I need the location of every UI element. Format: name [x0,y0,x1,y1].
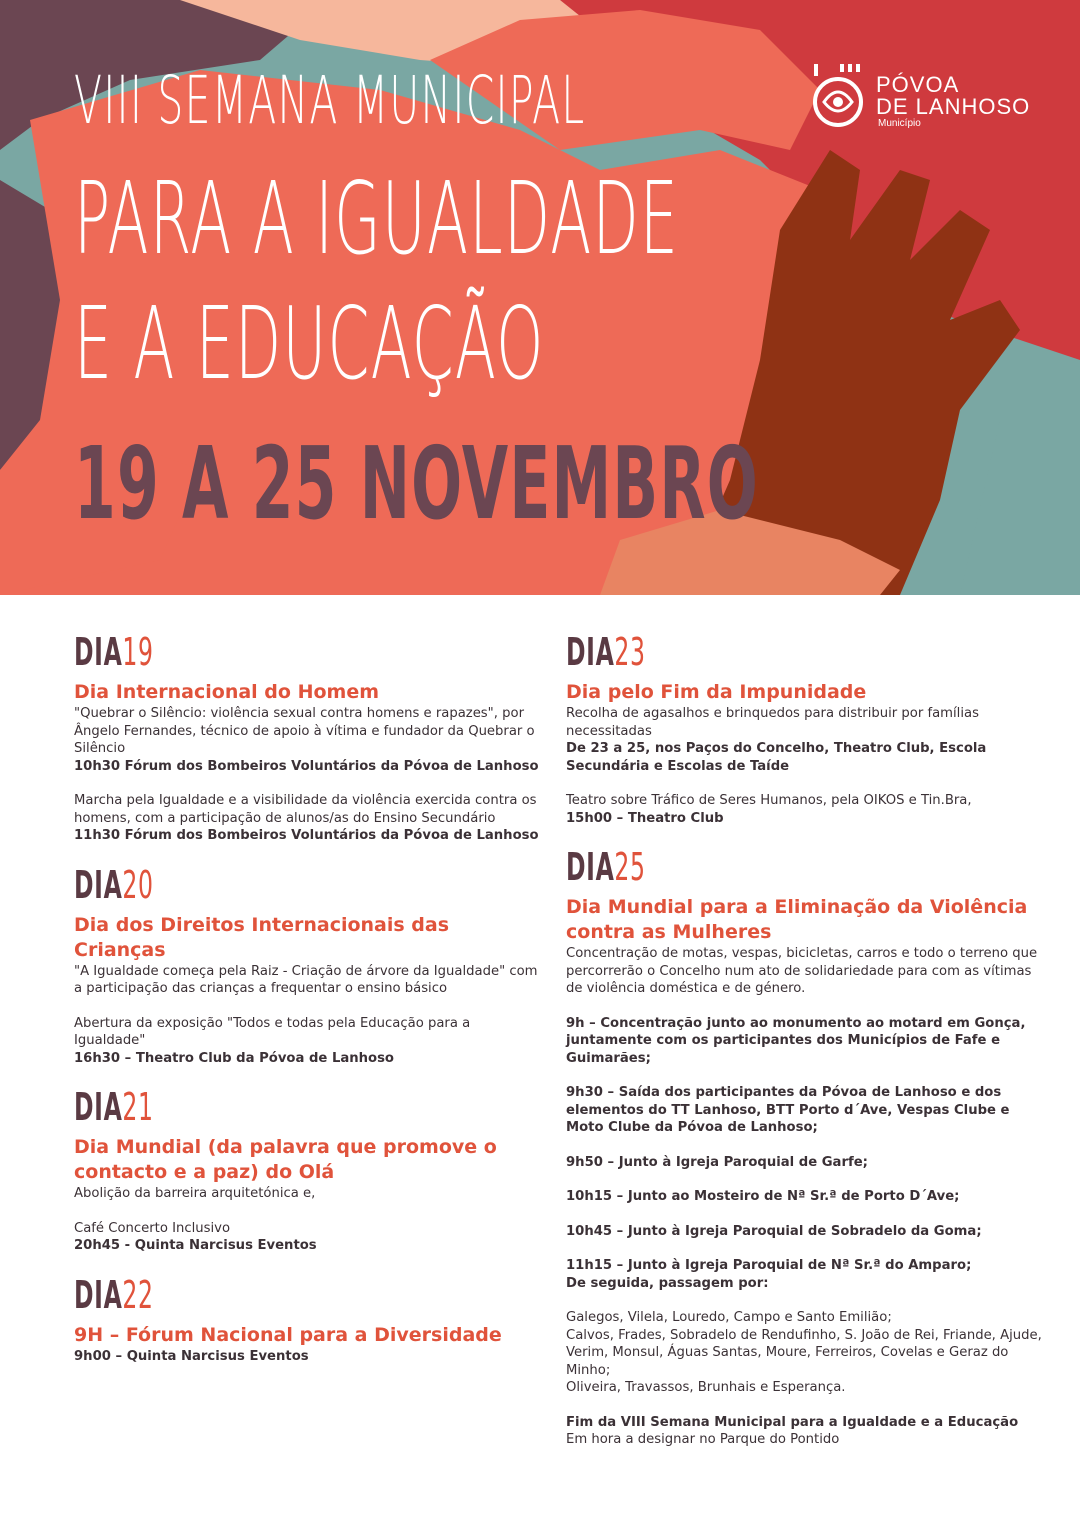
event-description: Teatro sobre Tráfico de Seres Humanos, pela OIKOS e Tin.Bra, [566,793,972,808]
day-heading [566,845,1046,889]
day-number: 22 [122,1272,154,1317]
event-description: Abertura da exposição "Todos e todas pela Educação para a Igualdade" [74,1015,471,1048]
event-description: "Quebrar o Silêncio: violência sexual contra homens e rapazes", por Ângelo Fernandes, técnico de apoio à vítima e fundador da Quebrar o Silêncio [74,706,535,756]
event-description: Café Concerto Inclusivo [74,1220,231,1236]
day-title: Dia Mundial (da palavra que promove o contacto e a paz) do Olá [74,1136,497,1183]
event-time-place: De 23 a 25, nos Paços do Concelho, Theatro Club, Escola Secundária e Escolas de Taíde [566,741,987,774]
day-number: 19 [122,630,154,674]
event-time-place: 15h00 – Theatro Club [566,810,724,826]
logo-name-line1: PÓVOA [876,72,960,97]
crest-icon [812,62,868,132]
closing-event-place: Em hora a designar no Parque do Pontido [566,1432,840,1447]
day-title: Dia dos Direitos Internacionais das Crianças [74,913,450,961]
day-word: DIA [74,630,123,674]
left-column [74,630,544,1365]
day-heading [74,1085,544,1129]
event-description: Recolha de agasalhos e brinquedos para distribuir por famílias necessitadas [566,706,979,739]
event-time-place: 16h30 – Theatro Club da Póvoa de Lanhoso [74,1050,394,1066]
day-title: Dia Internacional do Homem [74,681,380,703]
day-heading [566,630,1046,674]
schedule-step: 10h45 – Junto à Igreja Paroquial de Sobradelo da Goma; [566,1223,982,1239]
schedule-step: 10h15 – Junto ao Mosteiro de Nª Sr.ª de Porto D´Ave; [566,1189,960,1204]
title-line-3: E A EDUCAÇÃO [74,285,545,402]
day-title: 9H – Fórum Nacional para a Diversidade [74,1323,502,1346]
municipality-logo [812,62,1032,132]
day-20-section [74,863,544,1068]
day-heading [74,630,544,674]
right-column [566,630,1046,1449]
day-word: DIA [566,630,615,674]
logo-subtitle: Município [878,118,921,129]
day-23-section [566,630,1046,827]
header-banner [0,0,1080,595]
logo-name-line2: DE LANHOSO [876,94,1031,119]
day-22-section [74,1273,544,1366]
event-description: Concentração de motas, vespas, bicicletas, carros e todo o terreno que percorrerão o Concelho num ato de solidariedade para com as vítimas de violência doméstica e de género. [566,946,1038,996]
event-dates: 19 A 25 NOVEMBRO [74,425,759,542]
route-places: Oliveira, Travassos, Brunhais e Esperança. [566,1380,846,1395]
event-time-place: 20h45 - Quinta Narcisus Eventos [74,1238,317,1253]
day-title: Dia Mundial para a Eliminação da Violência contra as Mulheres [566,896,1028,943]
schedule-step: 9h – Concentração junto ao monumento ao motard em Gonça, juntamente com os participantes dos Municípios de Fafe e Guimarães; [566,1015,1026,1066]
schedule-step: 9h30 – Saída dos participantes da Póvoa de Lanhoso e dos elementos do TT Lanhoso, BTT Porto d´Ave, Vespas Clube e Moto Clube da Póvoa de Lanhoso; [566,1085,1010,1135]
closing-event: Fim da VIII Semana Municipal para a Igualdade e a Educação [566,1414,1019,1430]
schedule-step: De seguida, passagem por: [566,1275,769,1291]
day-word: DIA [74,1272,123,1317]
route-places: Calvos, Frades, Sobradelo de Rendufinho, S. João de Rei, Friande, Ajude, Verim, Monsul, Águas Santas, Moure, Ferreiros, Covelas e Geraz do Minho; [566,1327,1042,1378]
event-description: "A Igualdade começa pela Raiz - Criação de árvore da Igualdade" com a participação das crianças a frequentar o ensino básico [74,963,538,996]
route-places: Galegos, Vilela, Louredo, Campo e Santo Emilião; [566,1310,892,1325]
day-word: DIA [74,862,123,907]
day-heading [74,863,544,907]
day-19-section [74,630,544,845]
title-line-2: PARA A IGUALDADE [74,160,679,277]
event-time-place: 10h30 Fórum dos Bombeiros Voluntários da Póvoa de Lanhoso [74,758,539,774]
day-number: 21 [122,1085,154,1129]
day-25-section [566,845,1046,1449]
event-description: Abolição da barreira arquitetónica e, [74,1186,316,1201]
schedule-step: 11h15 – Junto à Igreja Paroquial de Nª Sr.ª do Amparo; [566,1258,972,1273]
day-heading [74,1273,544,1317]
day-word: DIA [74,1085,123,1129]
schedule-step: 9h50 – Junto à Igreja Paroquial de Garfe; [566,1154,868,1170]
day-number: 25 [614,845,646,889]
event-time-place: 9h00 – Quinta Narcisus Eventos [74,1348,309,1364]
day-word: DIA [566,845,615,889]
event-description: Marcha pela Igualdade e a visibilidade da violência exercida contra os homens, com a participação de alunos/as do Ensino Secundário [74,793,537,826]
event-time-place: 11h30 Fórum dos Bombeiros Voluntários da Póvoa de Lanhoso [74,828,539,843]
day-21-section [74,1085,544,1255]
title-line-1: VIII SEMANA MUNICIPAL [74,62,586,139]
day-title: Dia pelo Fim da Impunidade [566,681,867,703]
day-number: 20 [122,862,154,907]
day-number: 23 [614,630,646,674]
